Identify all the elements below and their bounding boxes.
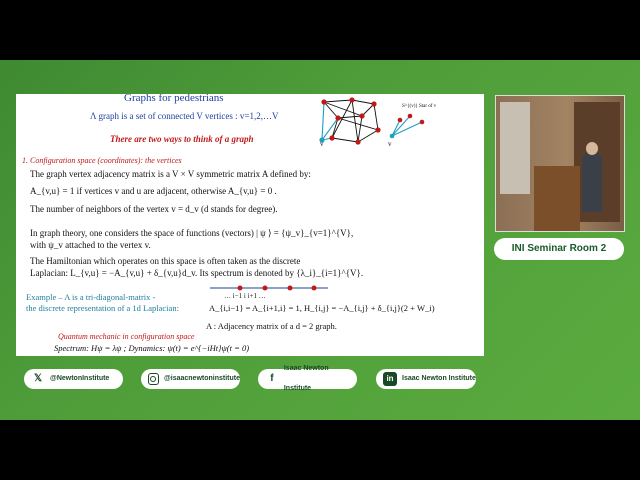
video-stage [0, 60, 640, 420]
social-facebook[interactable] [258, 365, 357, 392]
text-line-3: The number of neighbors of the vertex v = d_v (d stands for degree). [30, 204, 278, 214]
linkedin-icon: in [383, 372, 397, 386]
letterbox-bottom [0, 420, 640, 480]
room-label: INI Seminar Room 2 [494, 238, 624, 260]
social-x-label: @NewtonInstitute [50, 375, 110, 382]
social-instagram-label: @isaacnewtoninstitute [163, 375, 240, 382]
example-line-2: the discrete representation of a 1d Laplacian: [26, 303, 179, 313]
text-line-4: In graph theory, one considers the space of functions (vectors) | ψ ⟩ = {ψ_v}_{v=1}^{V}, [30, 228, 354, 238]
text-line-6: The Hamiltonian which operates on this space is often taken as the discrete [30, 256, 301, 266]
qm-heading: Quantum mechanic in configuration space [58, 332, 195, 341]
graph-vertex-label: v [320, 140, 324, 148]
two-ways-heading: There are two ways to think of a graph [110, 134, 254, 144]
slide-title: Graphs for pedestrians [124, 94, 224, 104]
facebook-icon: f [270, 373, 274, 384]
star-vertex-label: v [388, 140, 392, 148]
graph-diagram [312, 96, 392, 150]
star-diagram [386, 108, 436, 142]
example-line-1: Example – A is a tri-diagonal-matrix - [26, 292, 156, 302]
text-line-2: A_{v,u} = 1 if vertices v and u are adjacent, otherwise A_{v,u} = 0 . [30, 186, 277, 196]
social-facebook-label: Isaac Newton Institute [283, 365, 329, 392]
equation-line: A_{i,i−1} = A_{i+1,i} = 1, H_{i,j} = −A_{i,j} + δ_{i,j}(2 + W_i) [209, 303, 435, 313]
social-x[interactable] [24, 369, 123, 389]
lattice-node [288, 286, 293, 291]
social-instagram[interactable] [141, 369, 240, 389]
x-icon: 𝕏 [33, 373, 43, 384]
letterbox-top [0, 0, 640, 60]
section-heading: 1. Configuration space (coordinates): the vertices [22, 156, 182, 165]
speaker-figure [582, 152, 602, 212]
presentation-slide [16, 94, 484, 356]
slide-subtitle: Λ graph is a set of connected V vertices : v=1,2,…V [90, 111, 279, 121]
text-line-7: Laplacian: L_{v,u} = −A_{v,u} + δ_{v,u}d_v. Its spectrum is denoted by {λ_i}_{i=1}^{V}. [30, 268, 364, 278]
instagram-icon [148, 373, 159, 385]
social-linkedin-label: Isaac Newton Institute [402, 375, 476, 382]
adjacency-note: A : Adjacency matrix of a d = 2 graph. [206, 321, 337, 331]
star-label: S^{(v)} Star of v [402, 104, 437, 109]
text-line-5: with ψ_v attached to the vertex v. [30, 240, 151, 250]
social-linkedin[interactable] [376, 369, 476, 389]
lattice-node [263, 286, 268, 291]
lattice-node [238, 286, 243, 291]
speaker-camera-feed [495, 95, 625, 232]
text-line-1: The graph vertex adjacency matrix is a V × V symmetric matrix A defined by: [30, 169, 311, 179]
qm-equation: Spectrum: Hψ = λψ ; Dynamics: ψ(t) = e^{−iHt}ψ(t = 0) [54, 343, 250, 353]
lattice-labels: … i−1 i i+1 … [224, 292, 266, 300]
lattice-node [312, 286, 317, 291]
